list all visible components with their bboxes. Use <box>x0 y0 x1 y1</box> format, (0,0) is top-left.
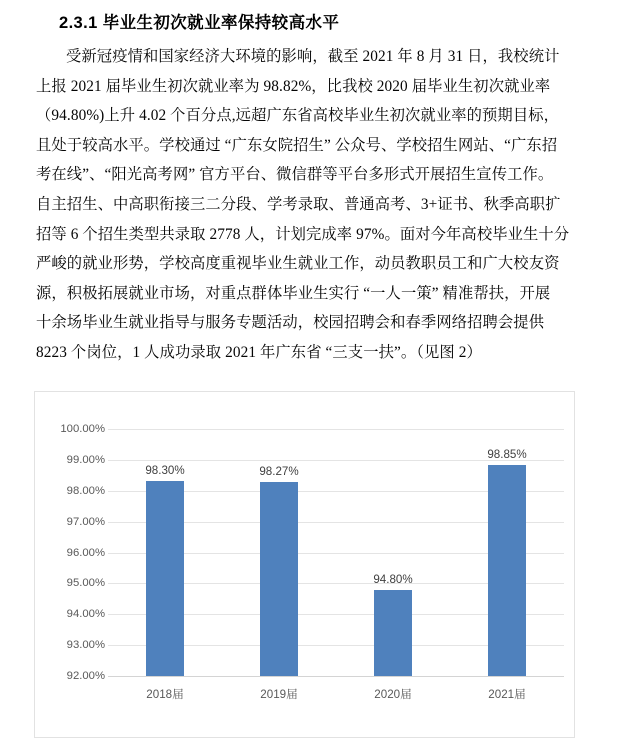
x-axis-category-label: 2021届 <box>488 688 526 701</box>
chart-bar-group <box>336 392 450 737</box>
chart-bar-group <box>450 392 564 737</box>
y-axis-tick-label: 100.00% <box>60 423 105 435</box>
chart-bar-value-label: 98.30% <box>145 464 185 478</box>
chart-bar-group <box>222 392 336 737</box>
body-text-line: 十余场毕业生就业指导与服务专题活动，校园招聘会和春季网络招聘会提供 <box>36 314 545 332</box>
y-axis-tick-label: 97.00% <box>66 515 105 528</box>
body-text-line: 考在线”、“阳光高考网” 官方平台、微信群等平台多形式开展招生宣传工作。 <box>36 166 554 184</box>
body-text-line: 8223 个岗位，1 人成功录取 2021 年广东省 “三支一扶”。（见图 2） <box>36 343 482 361</box>
page-heading: 2.3.1 毕业生初次就业率保持较高水平 <box>59 14 340 32</box>
chart-bar-group <box>108 392 222 737</box>
chart-bar <box>488 465 526 676</box>
body-text-line: 源，积极拓展就业市场，对重点群体毕业生实行 “一人一策” 精准帮扶，开展 <box>36 284 551 302</box>
x-axis-category-label: 2019届 <box>260 688 298 701</box>
y-axis-tick-label: 94.00% <box>66 608 105 621</box>
body-paragraph <box>36 42 596 368</box>
chart-bars <box>108 392 564 737</box>
chart-bar <box>146 481 184 676</box>
x-axis-category-label: 2018届 <box>146 688 184 701</box>
body-text-line: 招等 6 个招生类型共录取 2778 人，计划完成率 97%。面对今年高校毕业生十分 <box>36 225 570 243</box>
y-axis-tick-label: 99.00% <box>66 453 105 466</box>
body-text-line: 受新冠疫情和国家经济大环境的影响，截至 2021 年 8 月 31 日，我校统计 <box>66 48 560 65</box>
y-axis-tick-labels <box>35 392 105 737</box>
x-axis-category-label: 2020届 <box>374 688 412 701</box>
body-text-line: （94.80%)上升 4.02 个百分点,远超广东省高校毕业生初次就业率的预期目标， <box>36 107 560 125</box>
body-text-line: 且处于较高水平。学校通过 “广东女院招生” 公众号、学校招生网站、“广东招 <box>36 136 558 154</box>
chart-bar-value-label: 94.80% <box>373 572 413 586</box>
y-axis-tick-label: 98.00% <box>66 484 105 497</box>
chart-bar-value-label: 98.27% <box>259 465 299 479</box>
chart-bar <box>260 482 298 676</box>
body-text-line: 上报 2021 届毕业生初次就业率为 98.82%，比我校 2020 届毕业生初次就业率 <box>36 77 551 95</box>
chart-bar-value-label: 98.85% <box>487 447 527 461</box>
y-axis-tick-label: 95.00% <box>66 577 105 590</box>
chart-plot-area <box>35 392 574 737</box>
y-axis-tick-label: 96.00% <box>66 546 105 559</box>
body-text-line: 严峻的就业形势，学校高度重视毕业生就业工作，动员教职员工和广大校友资 <box>36 255 560 273</box>
y-axis-tick-label: 92.00% <box>66 670 105 682</box>
chart-container <box>34 391 575 738</box>
chart-bar <box>374 590 412 676</box>
body-text-line: 自主招生、中高职衔接三二分段、学考录取、普通高考、3+证书、秋季高职扩 <box>36 195 561 213</box>
y-axis-tick-label: 93.00% <box>66 639 105 652</box>
